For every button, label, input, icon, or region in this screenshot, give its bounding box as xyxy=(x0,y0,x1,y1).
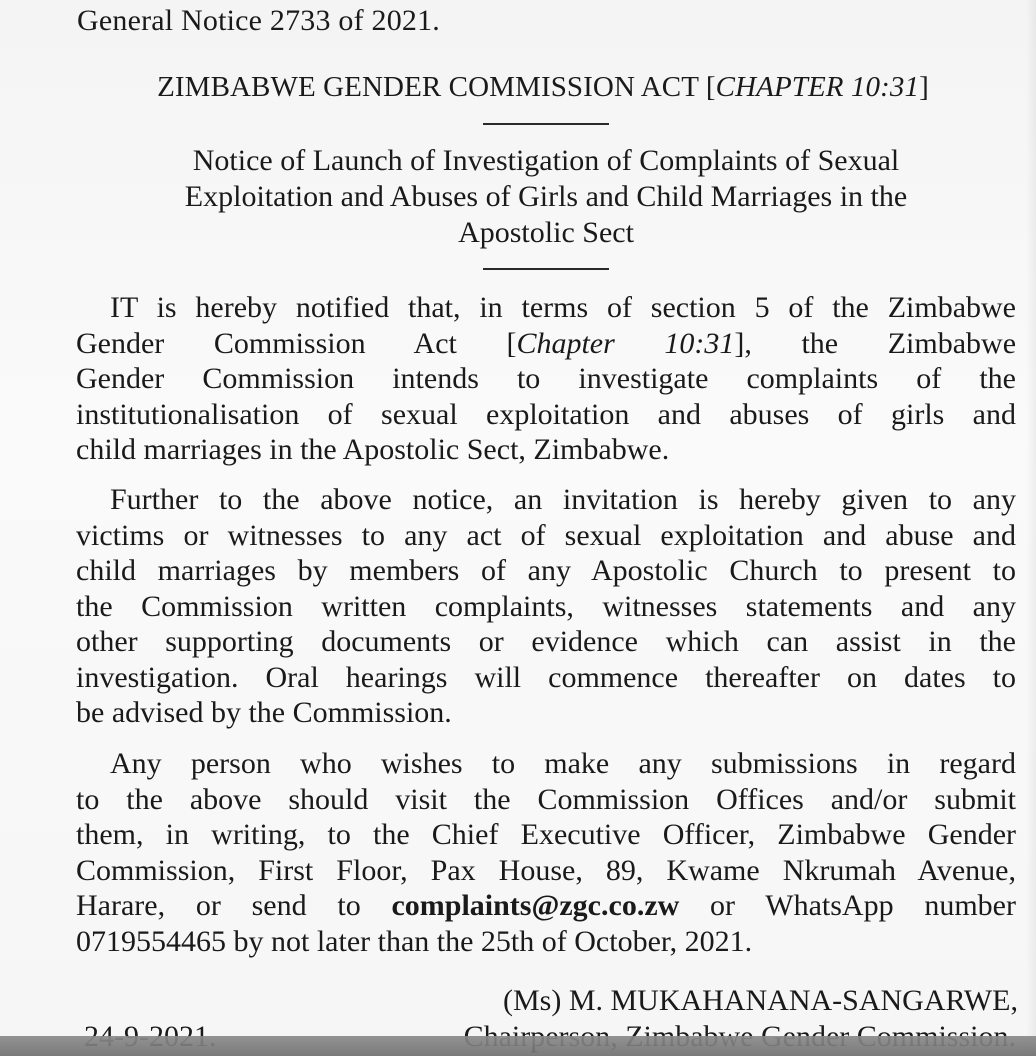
heading-line: Notice of Launch of Investigation of Complaints of Sexual xyxy=(192,144,900,177)
act-title xyxy=(0,71,1036,104)
text-line: victims or witnesses to any act of sexual exploitation and abuse and xyxy=(76,518,1016,552)
heading-line: Exploitation and Abuses of Girls and Child Marriages in the xyxy=(184,180,908,213)
text-line: the Commission written complaints, witnesses statements and any xyxy=(76,589,1016,623)
divider-rule xyxy=(483,123,609,125)
paragraph-invitation xyxy=(76,482,1016,731)
signatory-name: (Ms) M. MUKAHANANA-SANGARWE, xyxy=(503,984,1018,1017)
text-line: Commission, First Floor, Pax House, 89, Kwame Nkrumah Avenue, xyxy=(76,853,1016,887)
paragraph-notification xyxy=(76,290,1016,468)
text-line: Any person who wishes to make any submissions in regard xyxy=(110,747,1016,780)
divider-rule xyxy=(483,268,609,270)
act-title-chapter: CHAPTER 10:31 xyxy=(715,71,920,103)
text-line: investigation. Oral hearings will commence thereafter on dates to xyxy=(76,660,1016,694)
notice-number: General Notice 2733 of 2021. xyxy=(77,4,440,37)
text-line: other supporting documents or evidence which can assist in the xyxy=(76,625,1016,658)
text-line: institutionalisation of sexual exploitation and abuses of girls and xyxy=(76,397,1016,431)
text-line: to the above should visit the Commission Offices and/or submit xyxy=(76,782,1016,816)
paragraph-submissions xyxy=(76,746,1016,959)
text-line: 0719554465 by not later than the 25th of October, 2021. xyxy=(76,924,753,958)
page-edge-shadow xyxy=(1026,0,1036,1056)
text-line: child marriages by members of any Apostolic Church to present to xyxy=(76,554,1016,587)
act-title-close: ] xyxy=(919,71,929,103)
text-line: be advised by the Commission. xyxy=(76,696,452,729)
text-line: Harare, or send to complaints@zgc.co.zw or WhatsApp number xyxy=(76,889,1016,922)
text-line: child marriages in the Apostolic Sect, Zimbabwe. xyxy=(76,433,670,466)
chapter-reference: Chapter 10:31 xyxy=(516,326,735,360)
text-line: them, in writing, to the Chief Executive Officer, Zimbabwe Gender xyxy=(76,818,1016,851)
email-address: complaints@zgc.co.zw xyxy=(391,889,680,922)
bottom-overlay-bar xyxy=(0,1036,1036,1056)
notice-heading xyxy=(90,143,1002,251)
act-title-main: ZIMBABWE GENDER COMMISSION ACT [ xyxy=(157,71,716,103)
heading-line: Apostolic Sect xyxy=(458,216,634,249)
text-line: Gender Commission intends to investigate complaints of the xyxy=(76,362,1016,395)
text-line: IT is hereby notified that, in terms of section 5 of the Zimbabwe xyxy=(110,291,1016,324)
text-line: Further to the above notice, an invitation is hereby given to any xyxy=(110,483,1016,516)
text-line: Gender Commission Act [Chapter 10:31], the Zimbabwe xyxy=(76,326,1017,360)
